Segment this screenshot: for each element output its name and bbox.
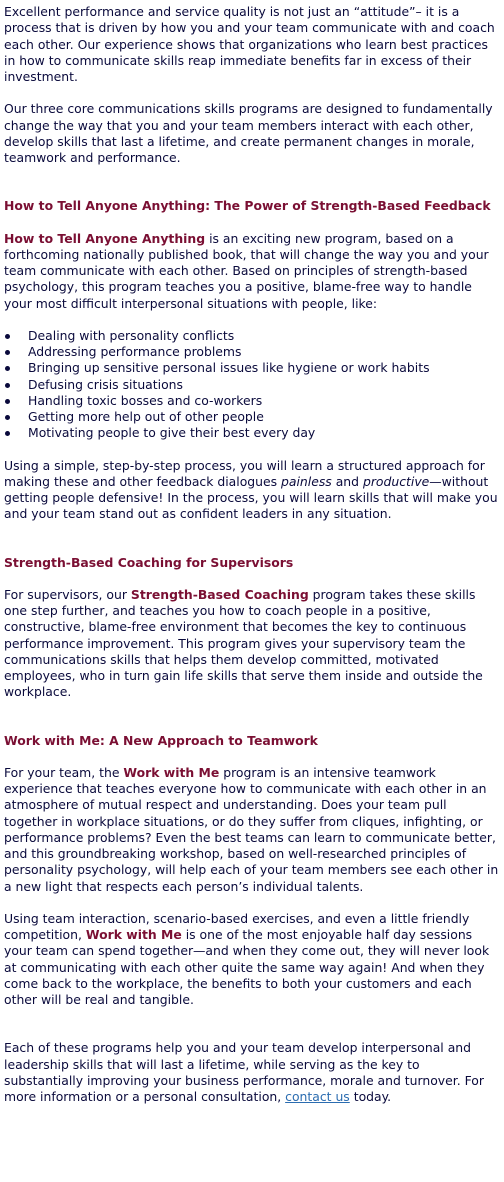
bullet-icon <box>5 383 10 388</box>
section3-p2-pre-text: Using team interaction, scenario-based exercises, and even a little friendly competition, <box>4 910 470 942</box>
section1-body-text: is an exciting new program, based on a forthcoming nationally published book, that will change the way you and your team communicate with each other. Based on principles of strength-based psychology, this program teaches you a positive, blame-free way to handle your most difficult interpersonal situations with people, like: <box>4 230 489 311</box>
closing-text: Each of these programs help you and your team develop interpersonal and leadership skills that will last a lifetime, while serving as the key to substantially improving your business performance, morale and turnover. For more information or a personal consultation, <box>4 1040 484 1104</box>
intro-paragraph-1: Excellent performance and service quality is not just an “attitude”– it is a process that is driven by how you and your team communicate with and coach each other. Our experience shows that organizations who learn best practices in how to communicate skills reap immediate benefits far in excess of their investment. <box>4 4 495 84</box>
section-heading-coaching: Strength-Based Coaching for Supervisors <box>4 554 294 570</box>
section1-paragraph-2 <box>4 458 500 523</box>
program-name-work-with-me-2: Work with Me <box>85 927 182 942</box>
bullet-icon <box>5 366 10 371</box>
emphasis-productive: productive <box>362 473 430 489</box>
program-name-work-with-me: Work with Me <box>123 764 220 780</box>
bullet-list <box>4 328 500 442</box>
bullet-icon <box>5 399 10 404</box>
section3-p2-body-text: is one of the most enjoyable half day sessions your team can spend together—and when they come out, they will never look at communicating with each other quite the same way again! And when they come back to the workplace, the benefits to both your customers and each other will be real and tangible. <box>4 927 490 1007</box>
section3-p1-body-text: program is an intensive teamwork experience that teaches everyone how to communicate with each other in an atmosphere of mutual respect and understanding. Does your team pull together in workplace situations, or do they suffer from cliques, infighting, or performance problems? Even the best teams can learn to communicate better, and this groundbreaking workshop, based on well-researched principles of personality psychology, will help each of your team members see each other in a new light that respects each person’s individual talents. <box>4 764 499 894</box>
section3-paragraph-1 <box>4 765 500 895</box>
list-item <box>4 360 500 376</box>
bullet-icon <box>5 431 10 436</box>
section2-pre-text: For supervisors, our <box>4 586 131 602</box>
section-heading-work-with-me: Work with Me: A New Approach to Teamwork <box>4 732 318 748</box>
list-item <box>4 344 500 360</box>
program-name-coaching: Strength-Based Coaching <box>130 586 309 602</box>
bullet-icon <box>5 350 10 355</box>
list-item-text: Dealing with personality conflicts <box>28 327 235 343</box>
section2-paragraph <box>4 587 500 701</box>
section2-body-text: program takes these skills one step further, and teaches you how to coach people in a positive, constructive, blame-free environment that becomes the key to continuous performance improvement. This program gives your supervisory team the communications skills that helps them develop committed, motivated employees, who in turn gain life skills that serve them inside and outside the workplace. <box>4 586 483 700</box>
program-name-tell-anyone: How to Tell Anyone Anything <box>4 230 206 246</box>
section1-p2-text-b: and <box>331 473 363 489</box>
intro-paragraph-2: Our three core communications skills programs are designed to fundamentally change the way that you and your team members interact with each other, develop skills that last a lifetime, and create permanent changes in morale, teamwork and performance. <box>4 101 493 165</box>
list-item-text: Motivating people to give their best every day <box>28 425 316 441</box>
list-item <box>4 377 500 393</box>
emphasis-painless: painless <box>281 473 332 489</box>
contact-us-link[interactable]: contact us <box>285 1089 350 1104</box>
section1-p2-text-a: Using a simple, step-by-step process, you will learn a structured approach for making these and other feedback dialogues <box>4 457 485 489</box>
closing-end-text: today. <box>349 1089 392 1104</box>
list-item-text: Defusing crisis situations <box>28 376 183 392</box>
bullet-icon <box>5 415 10 420</box>
list-item <box>4 328 500 344</box>
list-item-text: Bringing up sensitive personal issues like hygiene or work habits <box>28 360 430 376</box>
section-heading-tell-anyone: How to Tell Anyone Anything: The Power of Strength-Based Feedback <box>4 198 491 214</box>
list-item <box>4 409 500 425</box>
section3-p1-pre-text: For your team, the <box>4 764 124 780</box>
list-item <box>4 425 500 441</box>
list-item-text: Getting more help out of other people <box>28 409 264 424</box>
section3-paragraph-2 <box>4 911 500 1009</box>
closing-paragraph <box>4 1040 500 1105</box>
bullet-icon <box>5 334 10 339</box>
list-item-text: Handling toxic bosses and co-workers <box>28 392 263 408</box>
list-item-text: Addressing performance problems <box>28 344 242 359</box>
section1-p2-text-c: —without getting people defensive! In the process, you will learn skills that will make you and your team stand out as confident leaders in any situation. <box>4 473 498 522</box>
list-item <box>4 393 500 409</box>
section1-paragraph-1 <box>4 231 500 312</box>
